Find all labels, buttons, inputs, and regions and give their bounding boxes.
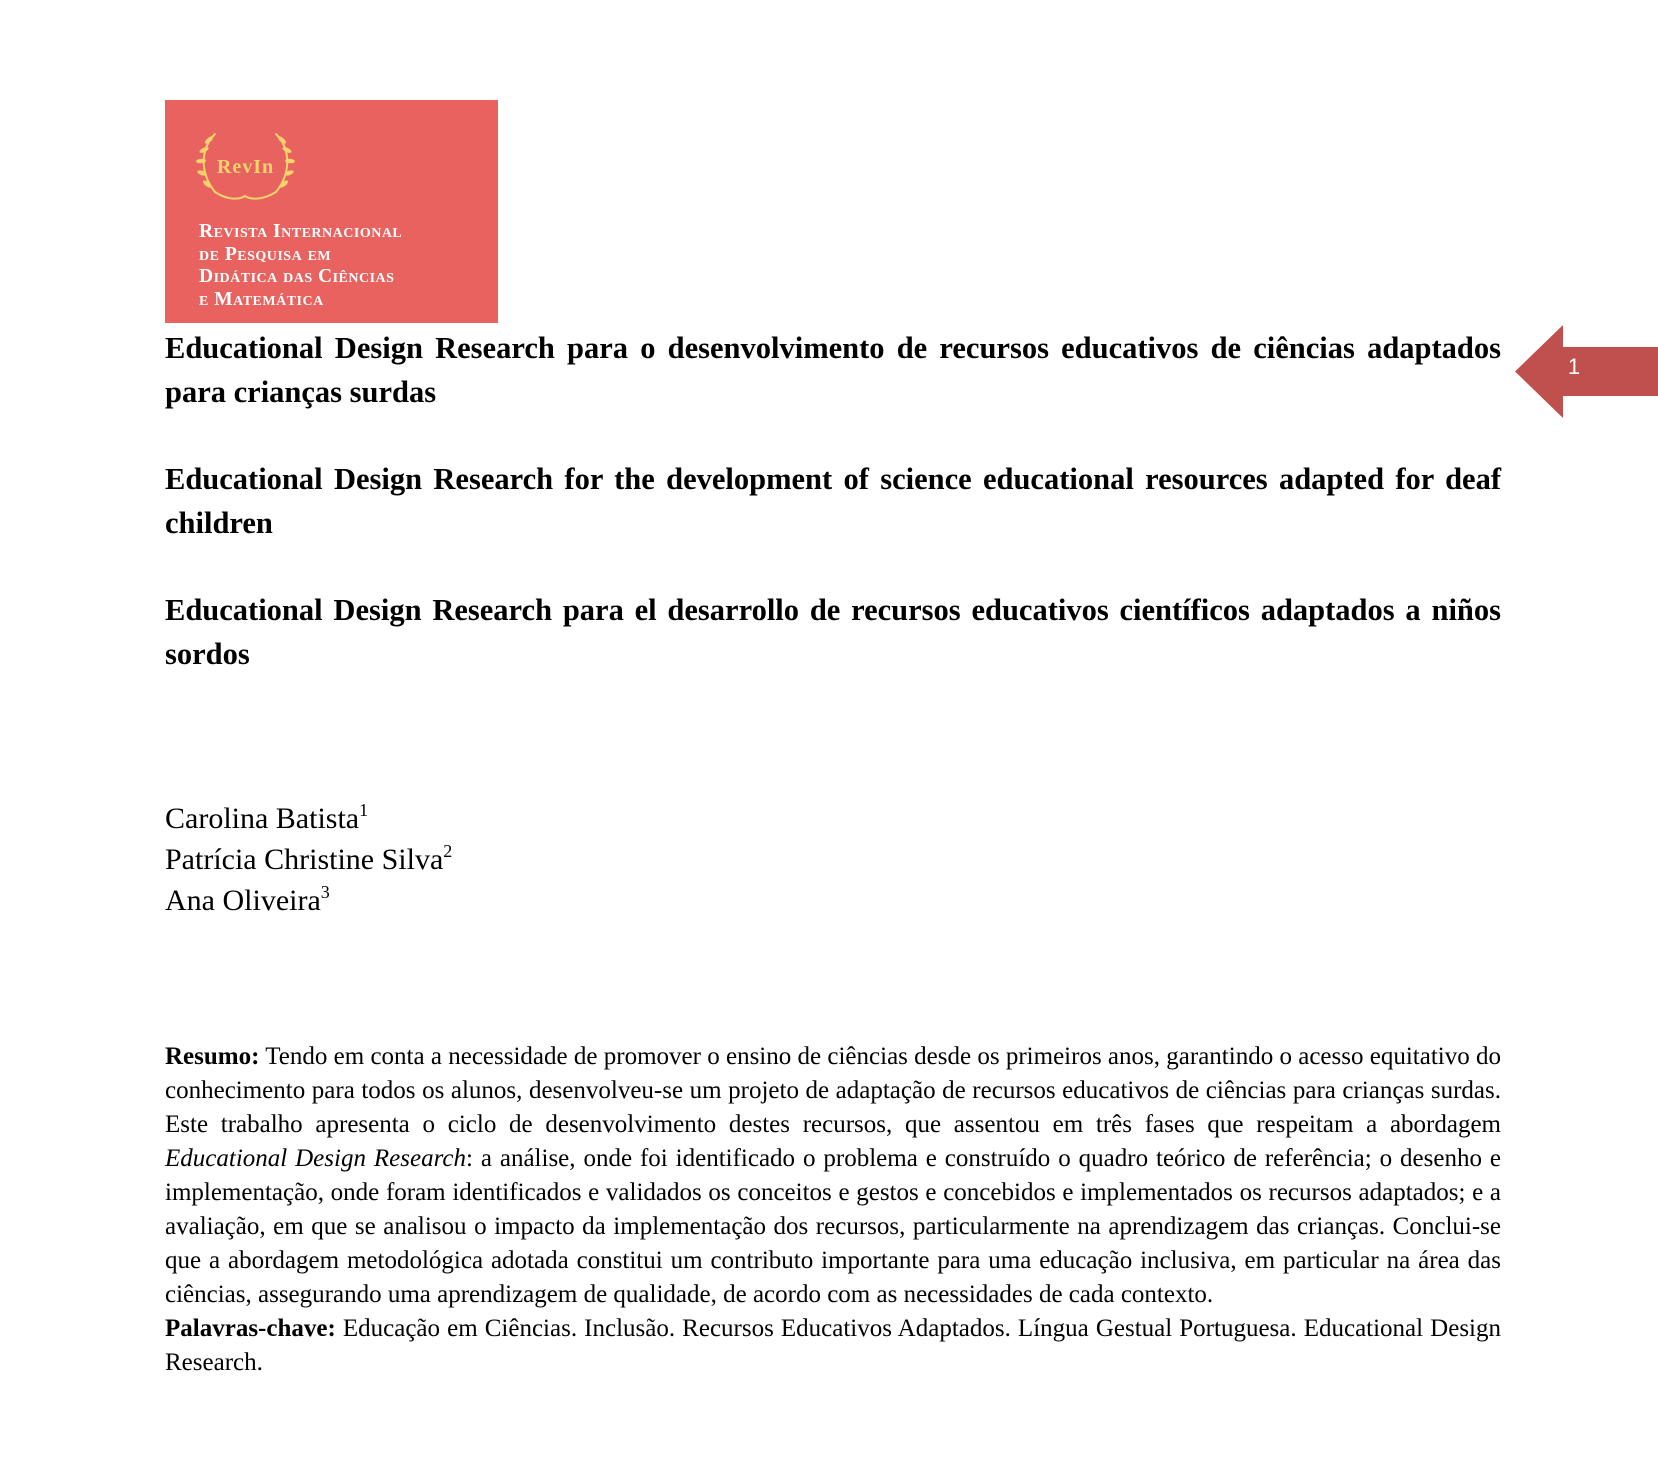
journal-name-line: Didática das Ciências — [199, 266, 395, 287]
page-number: 1 — [1567, 354, 1581, 379]
author-name: Carolina Batista — [165, 802, 360, 835]
abstract-label: Resumo: — [165, 1043, 260, 1070]
author — [165, 880, 452, 921]
journal-name-line: Revista Internacional — [199, 221, 403, 242]
keywords-paragraph — [165, 1312, 1501, 1380]
title-english: Educational Design Research for the development of science educational resources adapted for deaf children — [165, 462, 1501, 540]
abstract-section — [165, 1040, 1501, 1380]
journal-name — [199, 221, 489, 311]
abstract-text: Tendo em conta a necessidade de promover o ensino de ciências desde os primeiros anos, garantindo o acesso equitativo do conhecimento para todos os alunos, desenvolveu-se um projeto de adaptação de recursos educativos de ciências para crianças surdas. Este trabalho apresenta o ciclo de desenvolvimento destes recursos, que assentou em três fases que respeitam a abordagem — [165, 1043, 1501, 1138]
author-name: Patrícia Christine Silva — [165, 843, 444, 876]
laurel-wreath-icon — [193, 130, 298, 205]
abstract-text-continued: : a análise, onde foi identificado o problema e construído o quadro teórico de referência; o desenho e implementação, onde foram identificados e validados os conceitos e gestos e concebidos e implementados os recursos adaptados; e a avaliação, em que se analisou o impacto da implementação dos recursos, particularmente na aprendizagem das crianças. Conclui-se que a abordagem metodológica adotada constitui um contributo importante para uma educação inclusiva, em particular na área das ciências, assegurando uma aprendizagem de qualidade, de acordo com as necessidades de cada contexto. — [165, 1145, 1501, 1308]
author-footnote-mark: 1 — [359, 800, 369, 820]
author-list — [165, 798, 452, 921]
author-name: Ana Oliveira — [165, 884, 321, 917]
keywords-text: Educação em Ciências. Inclusão. Recursos Educativos Adaptados. Língua Gestual Portuguesa. Educational Design Research. — [165, 1315, 1501, 1376]
author-footnote-mark: 2 — [443, 841, 453, 861]
author — [165, 839, 452, 880]
journal-name-line: de Pesquisa em — [199, 243, 332, 265]
journal-logo — [165, 100, 498, 323]
author — [165, 798, 452, 839]
abstract-italic-term: Educational Design Research — [165, 1145, 466, 1172]
abstract-paragraph — [165, 1040, 1501, 1312]
logo-name: RevIn — [216, 156, 275, 178]
title-portuguese: Educational Design Research para o desenvolvimento de recursos educativos de ciências adaptados para crianças surdas — [165, 331, 1501, 409]
journal-name-line: e Matemática — [199, 288, 324, 310]
keywords-label: Palavras-chave: — [165, 1315, 336, 1342]
author-footnote-mark: 3 — [320, 882, 330, 902]
title-spanish: Educational Design Research para el desarrollo de recursos educativos científicos adaptados a niños sordos — [165, 593, 1501, 671]
